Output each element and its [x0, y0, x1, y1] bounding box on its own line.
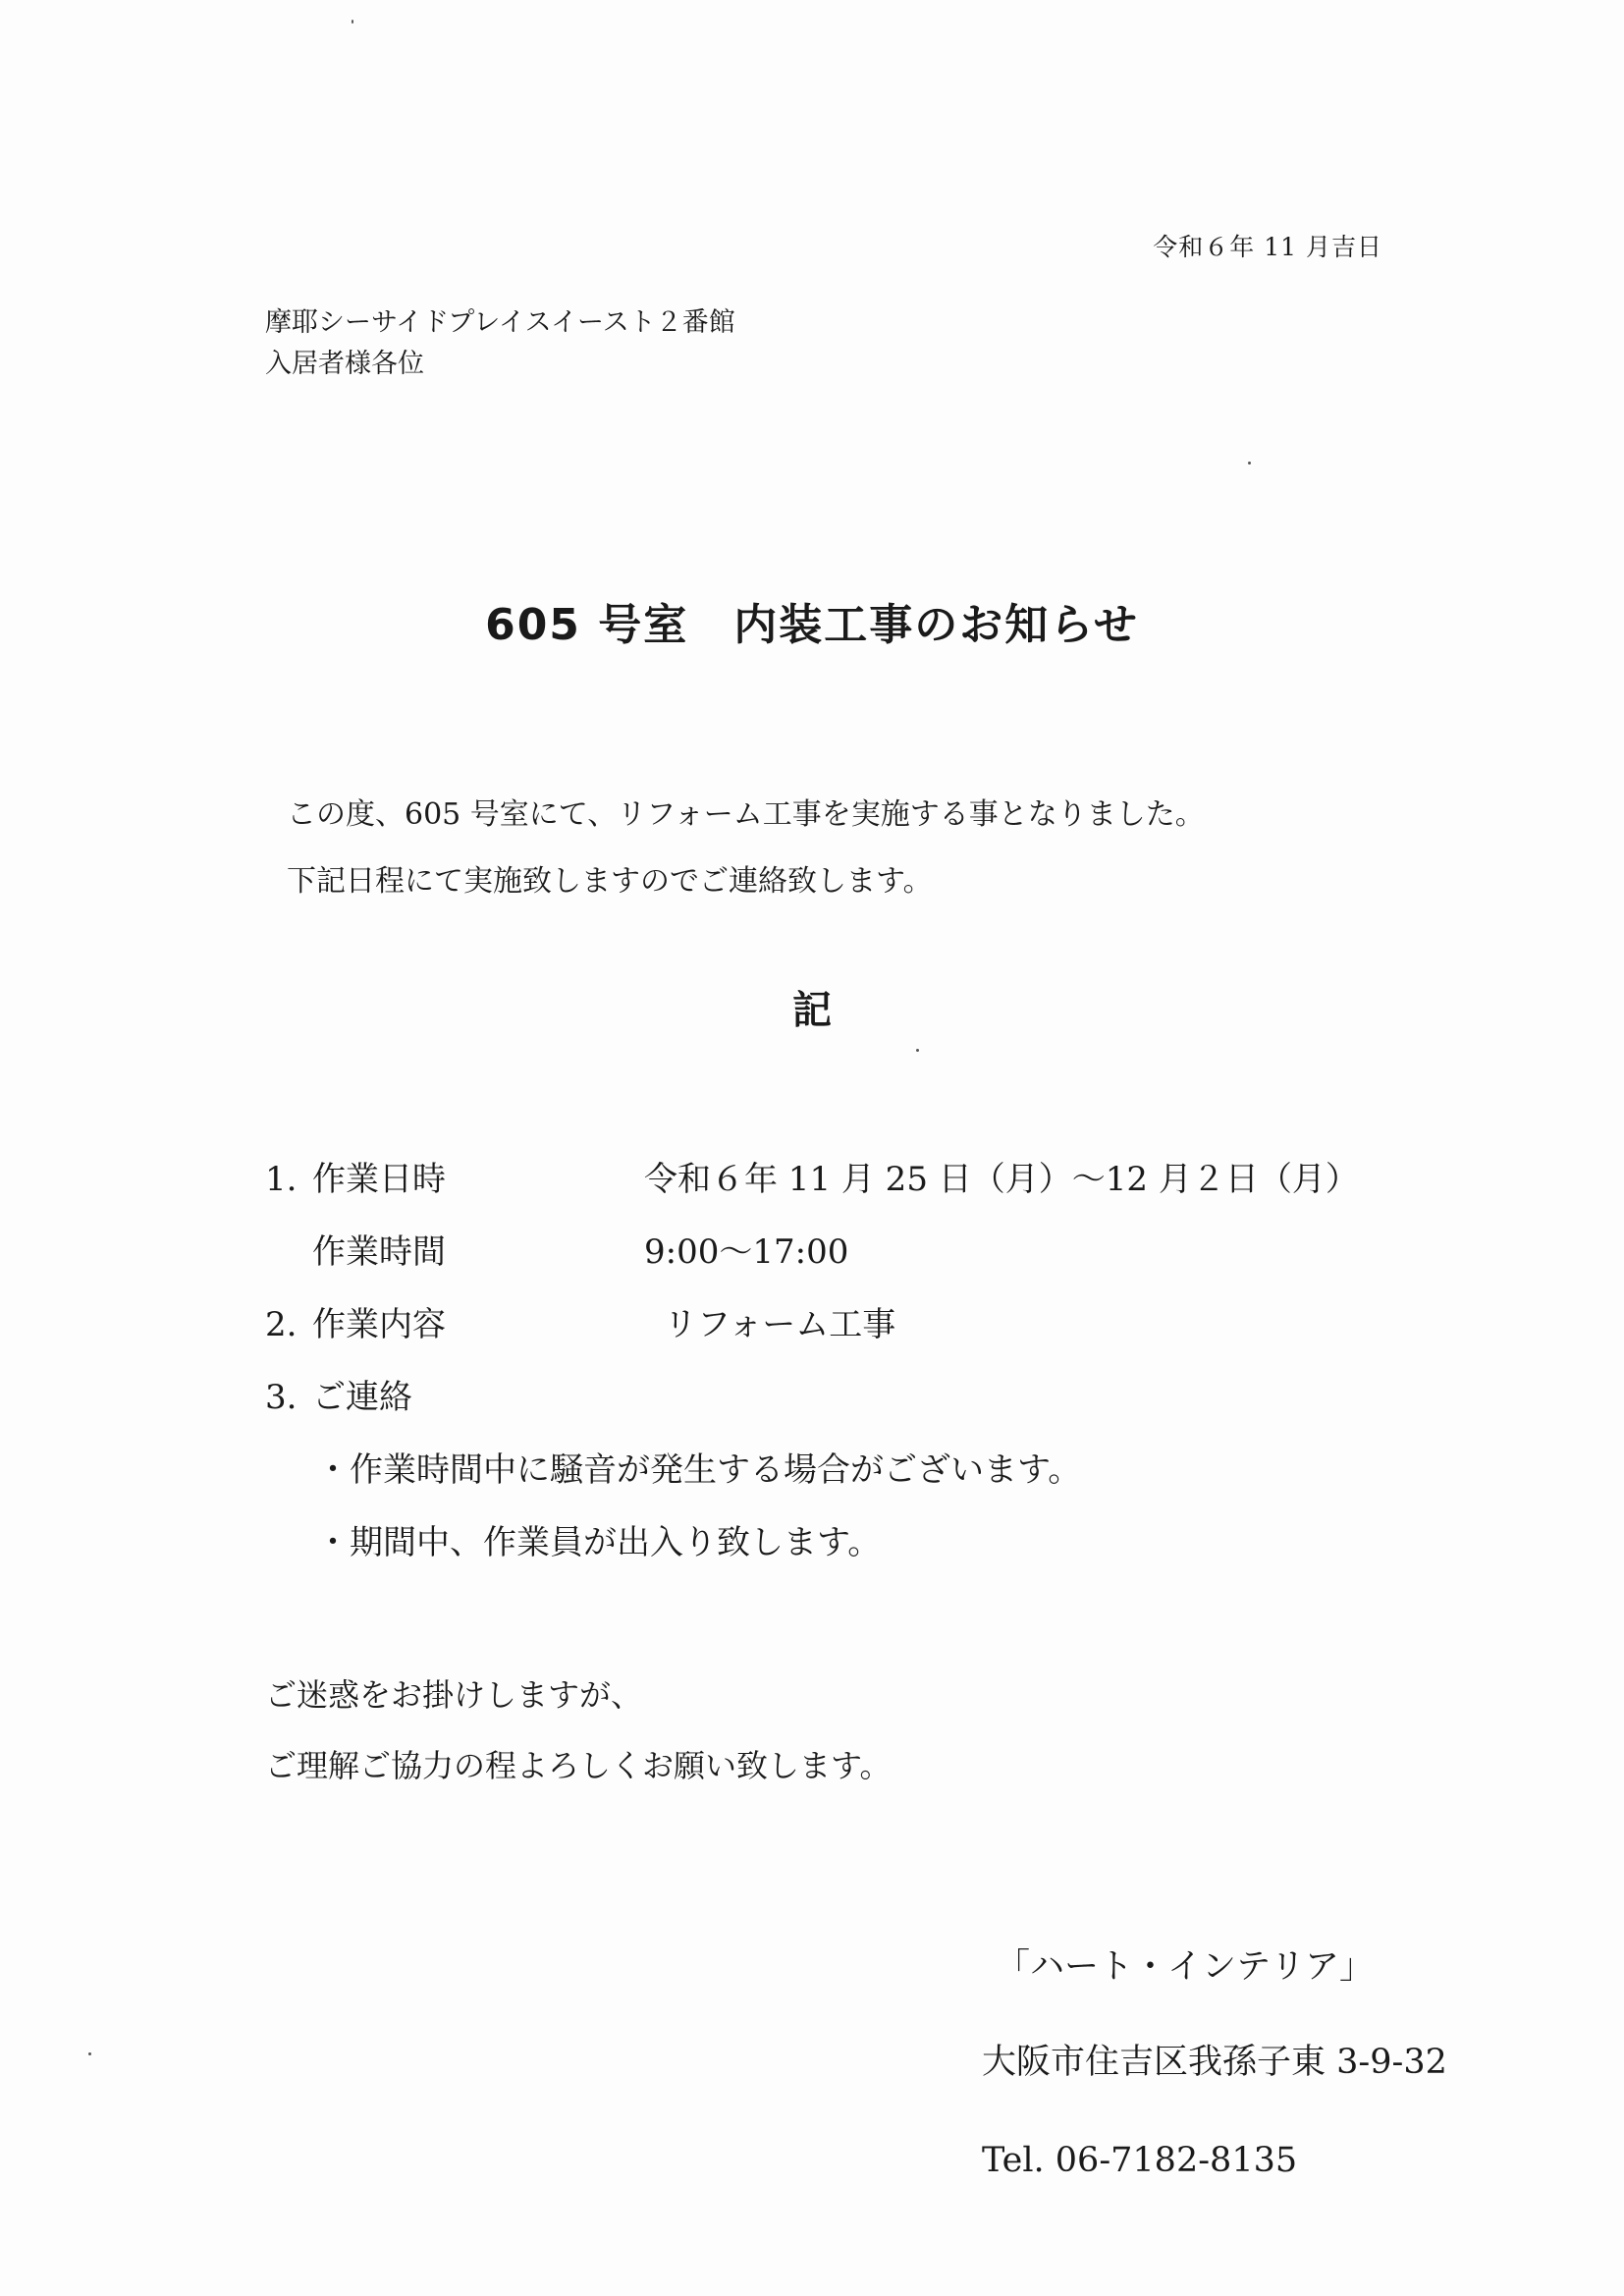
closing-paragraph — [265, 1660, 891, 1801]
bullet-text: ・作業時間中に騒音が発生する場合がございます。 — [316, 1450, 1082, 1490]
recipient-building: 摩耶シーサイドプレイスイースト２番館 — [265, 307, 735, 338]
intro-paragraph — [287, 782, 1205, 915]
item-value: 令和６年 11 月 25 日（月）～12 月２日（月） — [644, 1160, 1359, 1199]
list-item — [265, 1224, 1081, 1296]
company-tel: Tel. 06-7182-8135 — [982, 2141, 1298, 2180]
list-item — [265, 1514, 1081, 1587]
item-label: 作業日時 — [312, 1160, 446, 1199]
intro-line-1: この度、605 号室にて、リフォーム工事を実施する事となりました。 — [287, 797, 1205, 832]
details-list — [265, 1151, 1359, 1587]
notice-title: 605 号室 内装工事のお知らせ — [485, 600, 1139, 650]
item-label: 作業時間 — [312, 1232, 446, 1272]
company-address: 大阪市住吉区我孫子東 3-9-32 — [982, 2043, 1447, 2082]
item-number: 3. — [265, 1378, 298, 1417]
item-label: ご連絡 — [312, 1378, 412, 1417]
item-value: 9:00～17:00 — [644, 1232, 849, 1272]
list-item — [265, 1296, 1081, 1369]
closing-line-2: ご理解ご協力の程よろしくお願い致します。 — [265, 1747, 892, 1784]
list-item — [265, 1151, 1359, 1224]
issue-date: 令和６年 11 月吉日 — [1153, 233, 1382, 261]
item-number: 1. — [265, 1160, 298, 1199]
scan-speck — [916, 1049, 919, 1052]
item-number: 2. — [265, 1305, 298, 1344]
list-item — [265, 1442, 1081, 1514]
recipient-block — [265, 302, 735, 385]
intro-line-2: 下記日程にて実施致しますのでご連絡致します。 — [287, 864, 933, 899]
scan-speck — [88, 2052, 91, 2055]
recipient-addressee: 入居者様各位 — [265, 349, 424, 379]
list-item — [265, 1369, 1081, 1442]
item-label: 作業内容 — [312, 1305, 446, 1344]
company-name: 「ハート・インテリア」 — [996, 1947, 1375, 1987]
closing-line-1: ご迷惑をお掛けしますが、 — [265, 1676, 643, 1714]
bullet-text: ・期間中、作業員が出入り致します。 — [316, 1523, 882, 1562]
scan-speck — [1248, 462, 1251, 465]
scan-speck — [352, 20, 353, 24]
item-value: リフォーム工事 — [664, 1305, 896, 1344]
ki-heading: 記 — [792, 988, 832, 1033]
